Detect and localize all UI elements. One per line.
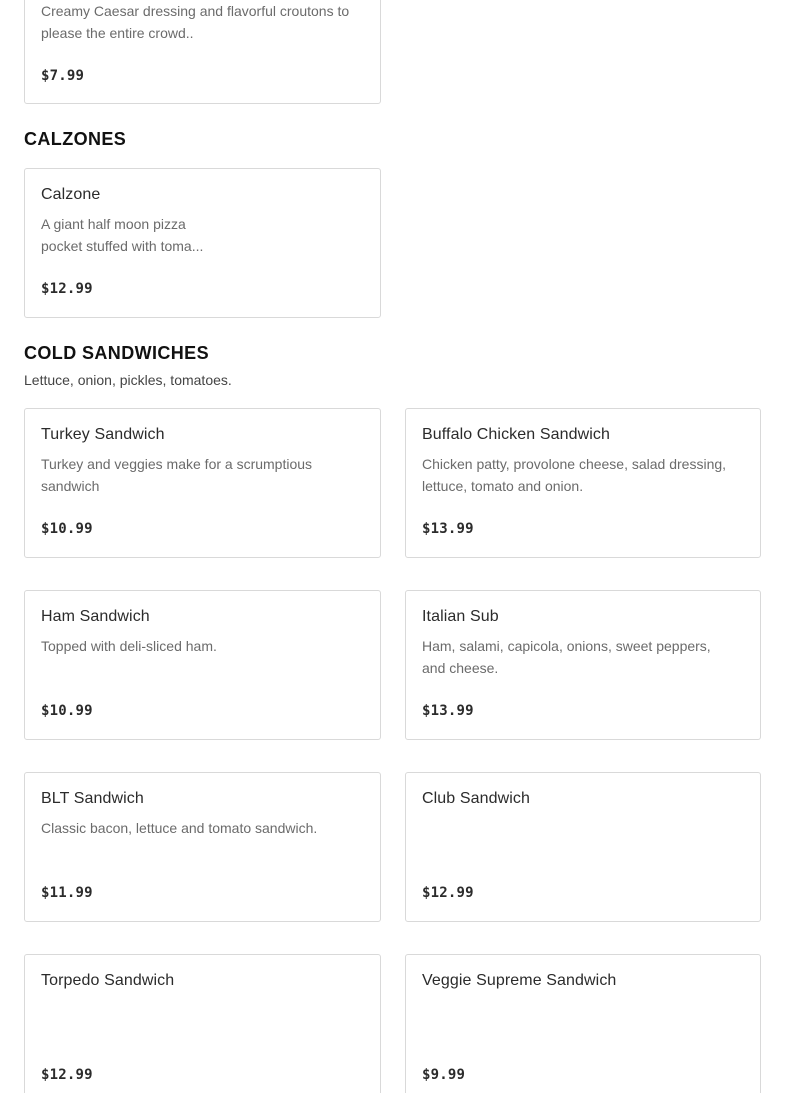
menu-item-price: $10.99 bbox=[41, 521, 93, 537]
menu-item-card-calzone[interactable] bbox=[24, 168, 381, 318]
menu-item-name: Club Sandwich bbox=[422, 790, 531, 807]
menu-item-price: $10.99 bbox=[41, 703, 93, 719]
menu-item-name: Calzone bbox=[41, 186, 101, 203]
menu-item-description: Chicken patty, provolone cheese, salad dressing, lettuce, tomato and onion. bbox=[422, 456, 727, 494]
menu-item-price: $7.99 bbox=[41, 68, 85, 84]
menu-item-price: $13.99 bbox=[422, 703, 474, 719]
menu-item-card-torpedo-sandwich[interactable] bbox=[24, 954, 381, 1093]
menu-item-card-veggie-supreme-sandwich[interactable] bbox=[405, 954, 761, 1093]
menu-item-name: Torpedo Sandwich bbox=[41, 972, 175, 989]
menu-item-description: Ham, salami, capicola, onions, sweet peppers, and cheese. bbox=[422, 638, 711, 676]
menu-item-description: Topped with deli-sliced ham. bbox=[41, 638, 217, 654]
menu-item-name: Turkey Sandwich bbox=[41, 426, 165, 443]
menu-item-description: Classic bacon, lettuce and tomato sandwich. bbox=[41, 820, 318, 836]
menu-item-description bbox=[41, 213, 366, 257]
menu-item-card-ham-sandwich[interactable] bbox=[24, 590, 381, 740]
menu-item-price: $9.99 bbox=[422, 1067, 466, 1083]
menu-item-description: Turkey and veggies make for a scrumptious sandwich bbox=[41, 456, 313, 494]
menu-item-name: Italian Sub bbox=[422, 608, 499, 625]
menu-item-card-club-sandwich[interactable] bbox=[405, 772, 761, 922]
menu-item-price: $12.99 bbox=[41, 281, 93, 297]
menu-item-card-italian-sub[interactable] bbox=[405, 590, 761, 740]
menu-item-name: BLT Sandwich bbox=[41, 790, 144, 807]
menu-item-name: Buffalo Chicken Sandwich bbox=[422, 426, 610, 443]
menu-item-name: Ham Sandwich bbox=[41, 608, 150, 625]
menu-item-description-line: A giant half moon pizza bbox=[41, 216, 186, 232]
section-title-cold-sandwiches: COLD SANDWICHES bbox=[24, 343, 209, 363]
menu-item-card-turkey-sandwich[interactable] bbox=[24, 408, 381, 558]
menu-item-price: $13.99 bbox=[422, 521, 474, 537]
menu-item-card-blt-sandwich[interactable] bbox=[24, 772, 381, 922]
menu-item-description-line: pocket stuffed with toma... bbox=[41, 238, 204, 254]
section-title-calzones: CALZONES bbox=[24, 129, 127, 149]
menu-item-card-caesar[interactable] bbox=[24, 0, 381, 104]
menu-item-name: Veggie Supreme Sandwich bbox=[422, 972, 617, 989]
menu-item-price: $12.99 bbox=[422, 885, 474, 901]
menu-item-description: Creamy Caesar dressing and flavorful croutons to please the entire crowd.. bbox=[41, 3, 350, 41]
menu-item-price: $12.99 bbox=[41, 1067, 93, 1083]
menu-item-card-buffalo-chicken-sandwich[interactable] bbox=[405, 408, 761, 558]
section-description: Lettuce, onion, pickles, tomatoes. bbox=[24, 372, 232, 388]
menu-item-price: $11.99 bbox=[41, 885, 93, 901]
